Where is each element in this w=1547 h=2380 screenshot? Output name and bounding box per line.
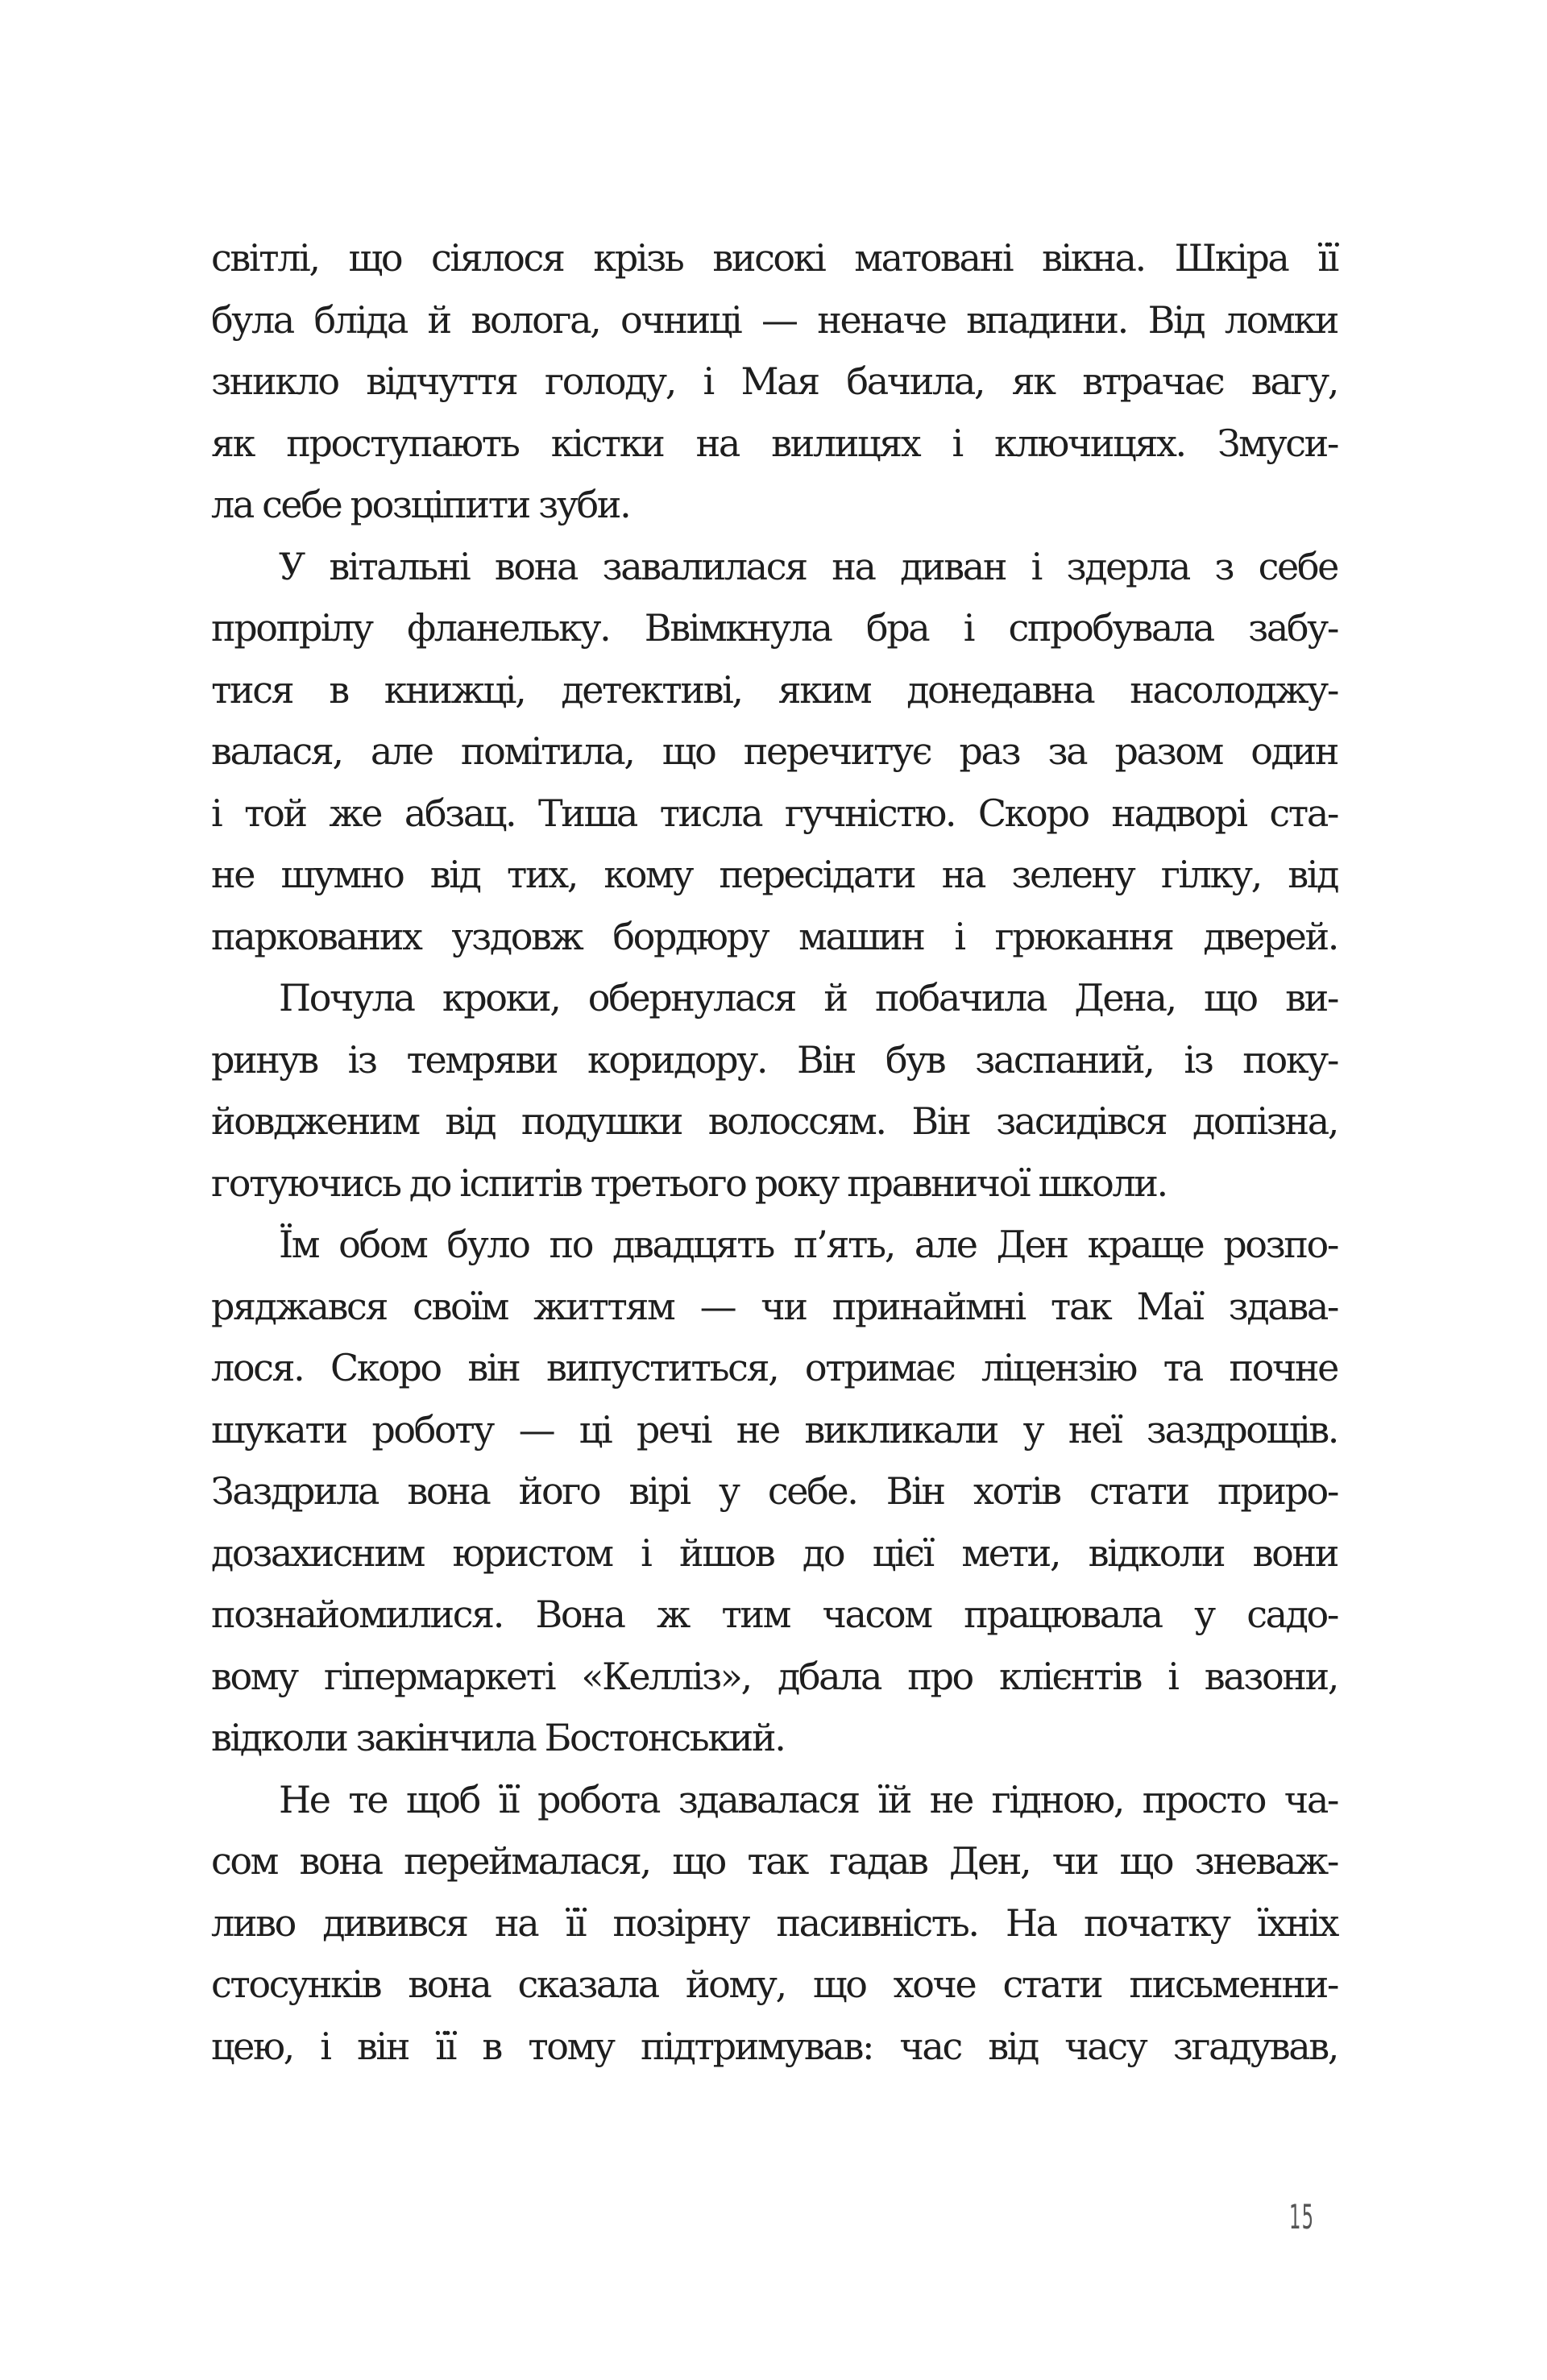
text-line: йовдженим від подушки волоссям. Він засидівся допізна, (211, 1099, 1338, 1143)
text-line: Заздрила вона його вірі у себе. Він хотів стати приро- (211, 1469, 1338, 1513)
text-line: лося. Скоро він випуститься, отримає ліцензію та почне (211, 1346, 1338, 1389)
text-line: тися в книжці, детективі, яким донедавна насолоджу- (211, 667, 1338, 712)
text-line: шукати роботу — ці речі не викликали у неї заздрощів. (211, 1407, 1338, 1452)
page-number: 15 (1289, 2197, 1315, 2237)
text-line: і той же абзац. Тиша тисла гучністю. Скоро надворі ста- (211, 791, 1338, 835)
body-text (211, 227, 1338, 2077)
text-line: світлі, що сіялося крізь високі матовані вікна. Шкіра її (211, 236, 1338, 280)
text-line: Не те щоб її робота здавалася їй не гідною, просто ча- (279, 1777, 1338, 1821)
text-line: готуючись до іспитів третього року правничої школи. (211, 1161, 1167, 1205)
text-line: ла себе розціпити зуби. (211, 483, 630, 526)
text-line: Їм обом було по двадцять п’ять, але Ден краще розпо- (279, 1223, 1338, 1266)
text-line: цею, і він її в тому підтримував: час від часу згадував, (211, 2024, 1338, 2068)
text-line: познайомилися. Вона ж тим часом працювала у садо- (211, 1593, 1338, 1636)
text-line: стосунків вона сказала йому, що хоче стати письменни- (211, 1963, 1338, 2006)
text-line: У вітальні вона завалилася на диван і здерла з себе (279, 544, 1338, 588)
text-line: дозахисним юристом і йшов до цієї мети, відколи вони (211, 1531, 1338, 1575)
text-line: Почула кроки, обернулася й побачила Дена, що ви- (279, 976, 1338, 1020)
text-line: ринув із темряви коридору. Він був заспаний, із поку- (211, 1037, 1338, 1082)
paragraph (211, 536, 1338, 968)
text-line: вому гіпермаркеті «Келліз», дбала про клієнтів і вазони, (211, 1654, 1338, 1698)
text-line: не шумно від тих, кому пересідати на зелену гілку, від (211, 853, 1338, 896)
paragraph (211, 227, 1338, 536)
text-line: паркованих уздовж бордюру машин і грюкання дверей. (211, 914, 1338, 958)
text-line: ливо дивився на її позірну пасивність. На початку їхніх (211, 1900, 1338, 1945)
text-line: відколи закінчила Бостонський. (211, 1716, 785, 1759)
text-line: зникло відчуття голоду, і Мая бачила, як втрачає вагу, (211, 359, 1338, 403)
paragraph (211, 1214, 1338, 1769)
text-line: була бліда й волога, очниці — неначе впадини. Від ломки (211, 297, 1338, 342)
paragraph (211, 967, 1338, 1214)
paragraph (211, 1769, 1338, 2078)
text-line: як проступають кістки на вилицях і ключицях. Змуси- (211, 421, 1338, 465)
text-line: валася, але помітила, що перечитує раз за разом один (211, 729, 1338, 773)
text-line: пропрілу фланельку. Ввімкнула бра і спробувала забу- (211, 606, 1338, 650)
text-line: ряджався своїм життям — чи принаймні так Маї здава- (211, 1284, 1338, 1328)
text-line: сом вона переймалася, що так гадав Ден, чи що зневаж- (211, 1839, 1338, 1883)
